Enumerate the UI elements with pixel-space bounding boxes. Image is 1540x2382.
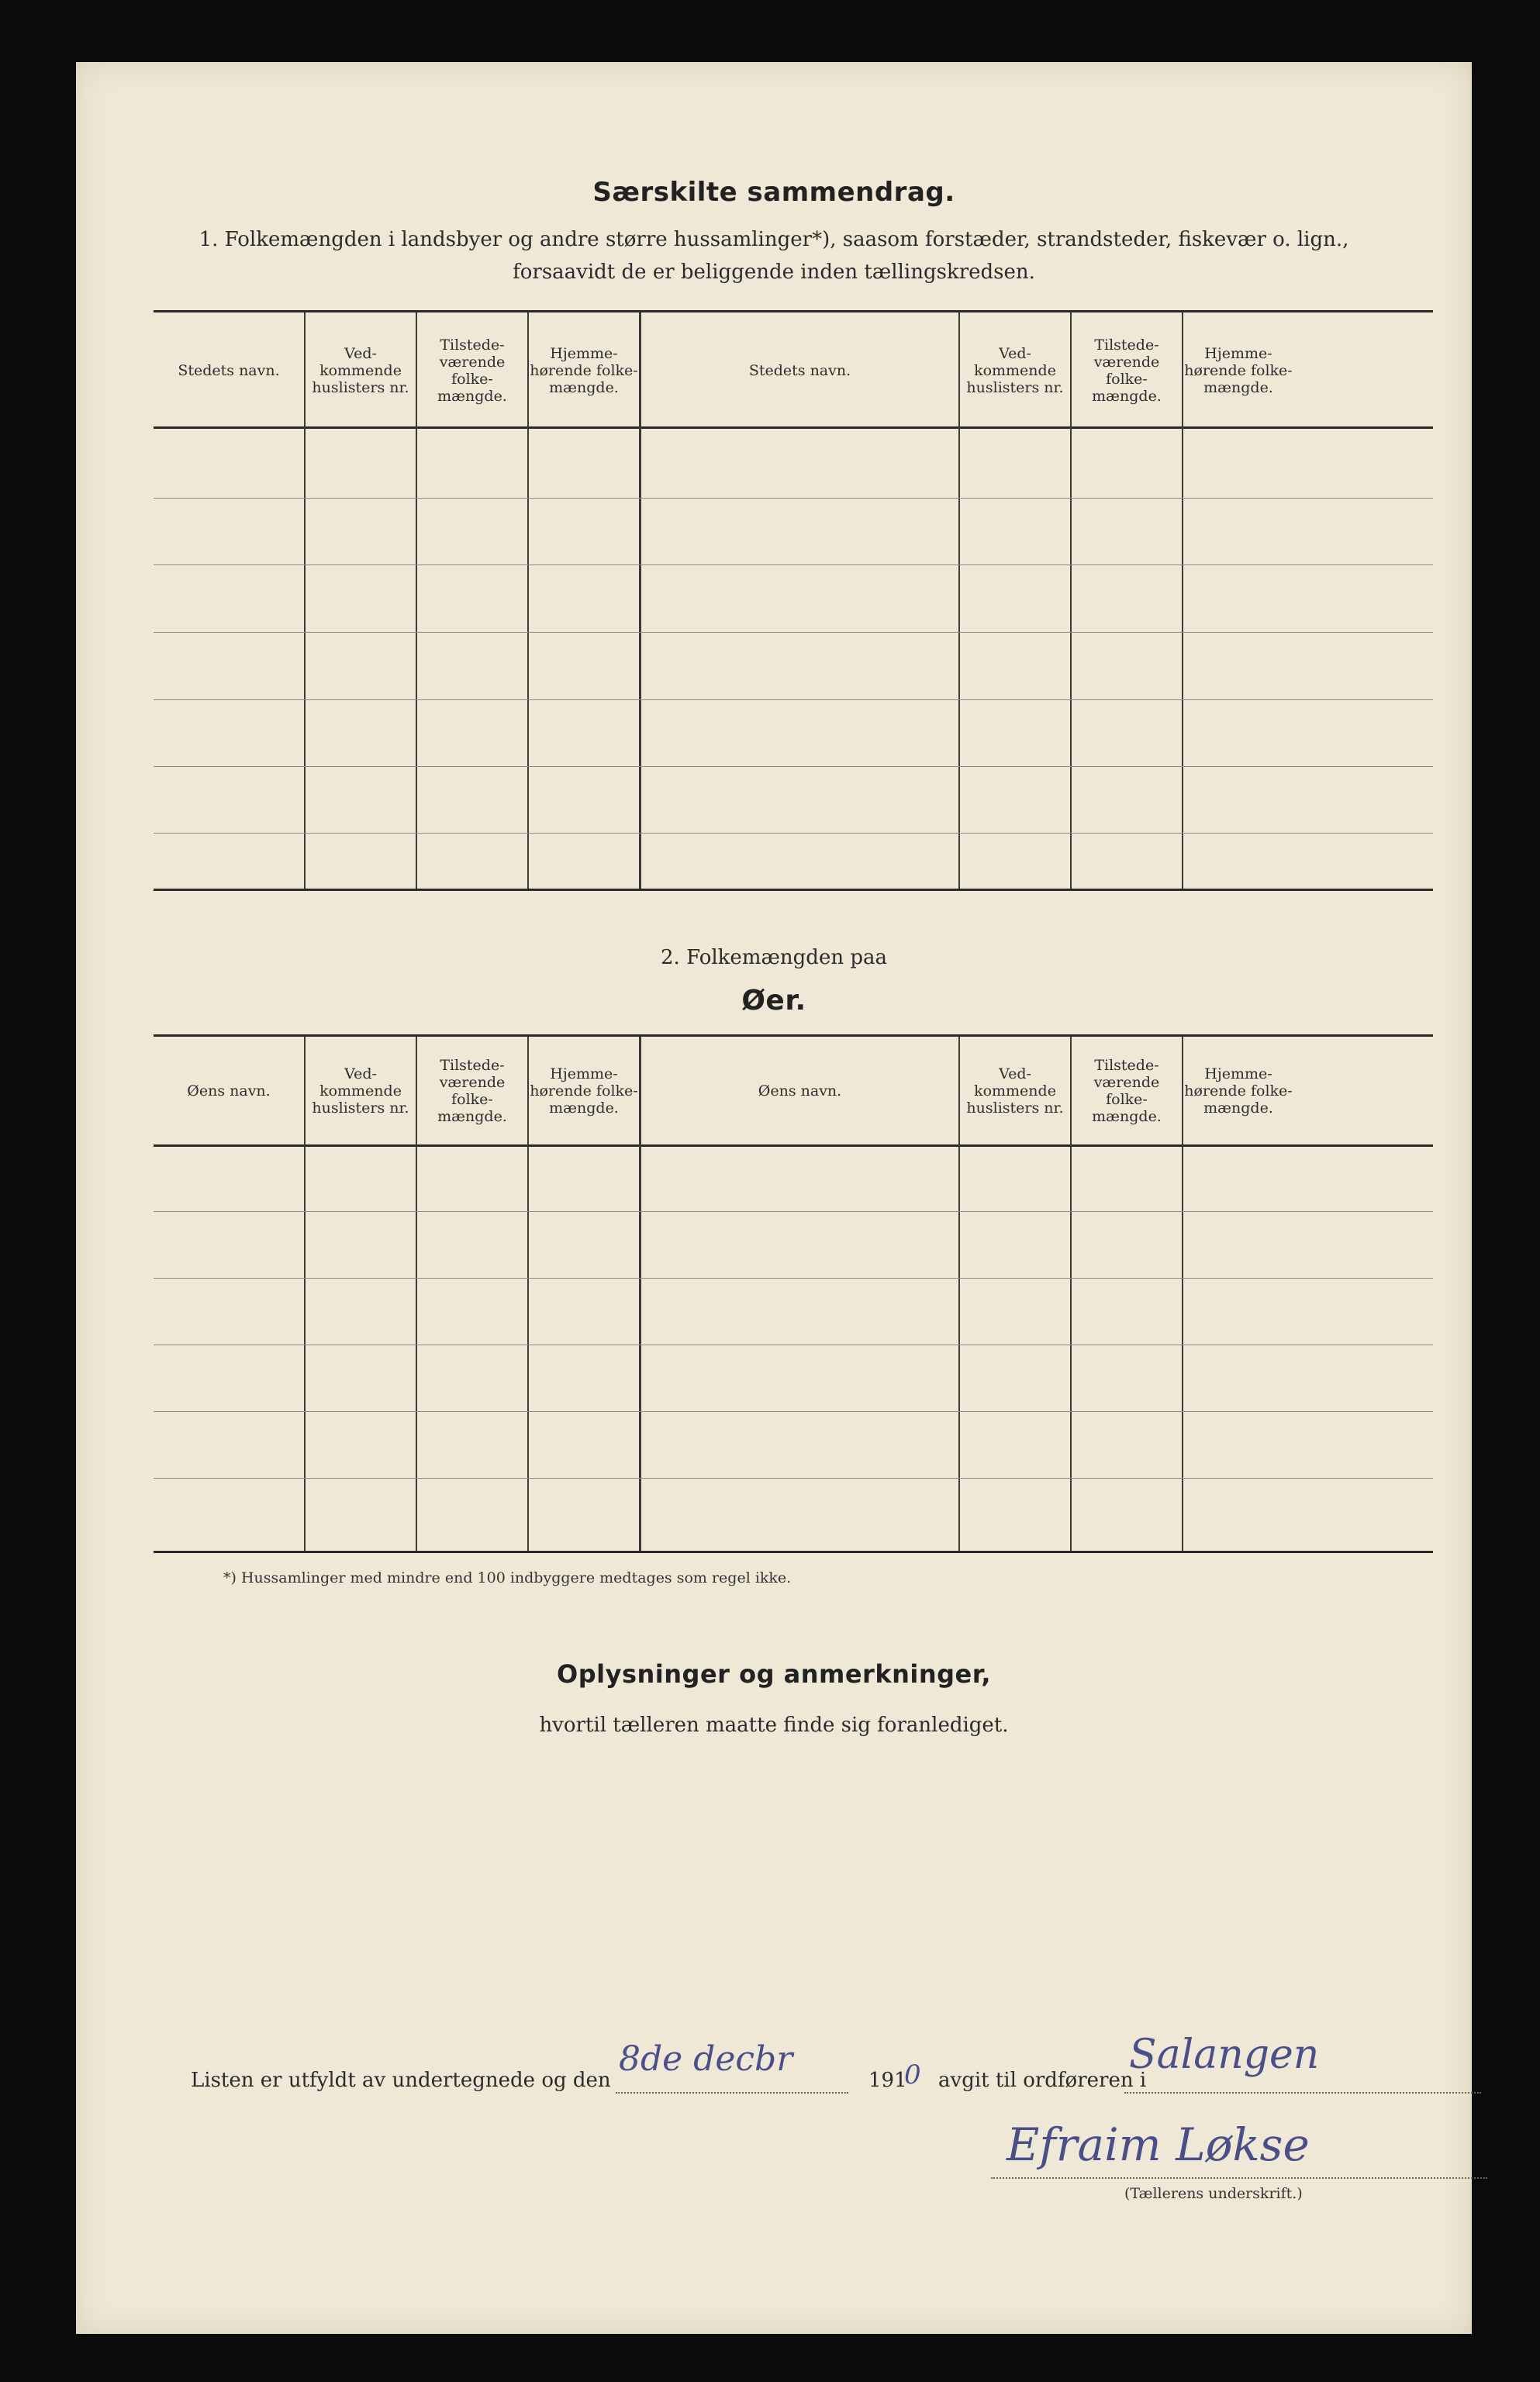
header-huslisters-nr: Ved-kommende huslisters nr.	[312, 345, 409, 396]
header-oens-navn-2: Øens navn.	[758, 1082, 842, 1100]
closing-place-handwritten: Salangen	[1129, 2032, 1320, 2078]
signature-caption: (Tællerens underskrift.)	[1124, 2185, 1303, 2202]
closing-year-prefix: 191	[868, 2069, 907, 2092]
section1-line2: forsaavidt de er beliggende inden tællingskredsen.	[513, 261, 1035, 284]
remarks-subtitle: hvortil tælleren maatte finde sig foranlediget.	[539, 1714, 1009, 1737]
closing-middle: avgit til ordføreren i	[938, 2069, 1147, 2092]
header-oer-huslisters-nr-2: Ved-kommende huslisters nr.	[966, 1065, 1064, 1117]
section2-title: Øer.	[741, 985, 806, 1017]
header-oer-tilstedevaerende-2: Tilstede-værende folke-mængde.	[1092, 1057, 1162, 1125]
footnote: *) Hussamlinger med mindre end 100 indbyggere medtages som regel ikke.	[223, 1569, 792, 1586]
closing-year-handwritten: 0	[904, 2059, 921, 2090]
signature-handwritten: Efraim Løkse	[1007, 2118, 1310, 2171]
header-hjemmehorende-2: Hjemme-hørende folke-mængde.	[1184, 345, 1293, 396]
header-oer-tilstedevaerende: Tilstede-værende folke-mængde.	[437, 1057, 507, 1125]
header-huslisters-nr-2: Ved-kommende huslisters nr.	[966, 345, 1064, 396]
closing-prefix: Listen er utfyldt av undertegnede og den	[191, 2069, 611, 2092]
header-tilstedevaerende: Tilstede-værende folke-mængde.	[437, 337, 507, 405]
document-page	[76, 62, 1472, 2334]
header-stedets-navn: Stedets navn.	[178, 362, 280, 379]
header-hjemmehorende: Hjemme-hørende folke-mængde.	[530, 345, 638, 396]
header-oer-hjemmehorende: Hjemme-hørende folke-mængde.	[530, 1065, 638, 1117]
closing-date-handwritten: 8de decbr	[619, 2039, 793, 2079]
header-oens-navn: Øens navn.	[187, 1082, 271, 1100]
section1-line1: 1. Folkemængden i landsbyer og andre større hussamlinger*), saasom forstæder, strandsteder, fiskevær o. lign.,	[199, 228, 1349, 251]
section2-line1: 2. Folkemængden paa	[661, 946, 887, 969]
page-heading: Særskilte sammendrag.	[592, 177, 955, 208]
header-stedets-navn-2: Stedets navn.	[748, 362, 851, 379]
remarks-title: Oplysninger og anmerkninger,	[557, 1659, 991, 1689]
header-oer-huslisters-nr: Ved-kommende huslisters nr.	[312, 1065, 409, 1117]
header-oer-hjemmehorende-2: Hjemme-hørende folke-mængde.	[1184, 1065, 1293, 1117]
header-tilstedevaerende-2: Tilstede-værende folke-mængde.	[1092, 337, 1162, 405]
